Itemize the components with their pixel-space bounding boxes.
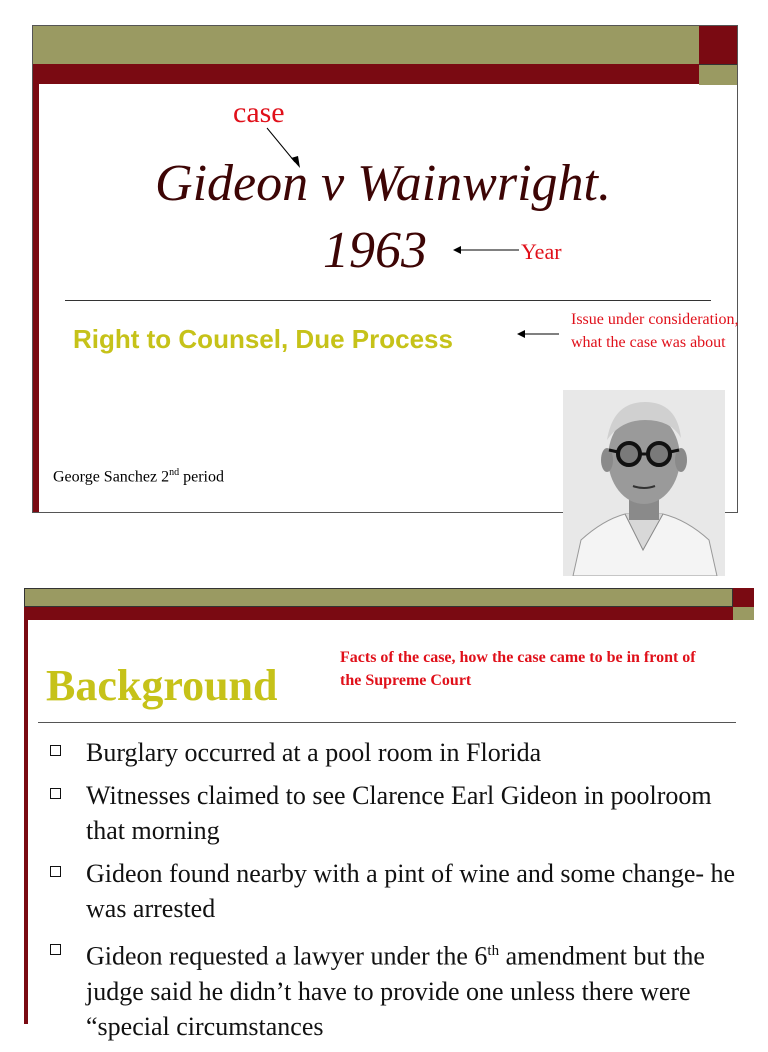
facts-annotation: Facts of the case, how the case came to be in front of the Supreme Court	[340, 649, 696, 689]
bullet-square-icon	[50, 866, 61, 877]
slide2-accent-bar	[24, 607, 733, 620]
slide2-corner-square	[733, 588, 754, 607]
issue-annotation: Issue under consideration, what the case was about	[571, 311, 739, 351]
year-annotation: Year	[521, 239, 562, 264]
slide-title: Gideon v Wainwright.	[155, 155, 611, 212]
header-corner-square	[699, 26, 737, 64]
background-bullet-list	[48, 735, 748, 1052]
case-annotation: case	[233, 96, 285, 129]
issue-arrow-icon	[517, 328, 561, 340]
header-bar	[33, 26, 700, 65]
list-item: Witnesses claimed to see Clarence Earl Gideon in poolroom that morning	[48, 778, 748, 848]
author-line: George Sanchez 2nd period	[53, 467, 224, 486]
slide2-accent-square	[733, 607, 754, 620]
case-year: 1963	[323, 222, 427, 279]
portrait-photo	[563, 390, 725, 576]
header-accent-bar	[33, 64, 699, 84]
slide2-left-accent-bar	[24, 620, 28, 1024]
header-accent-square	[699, 64, 737, 85]
bullet-square-icon	[50, 745, 61, 756]
title-divider	[65, 300, 711, 301]
left-accent-bar	[33, 84, 39, 512]
heading-divider	[38, 722, 736, 723]
issue-heading: Right to Counsel, Due Process	[73, 324, 453, 354]
background-heading: Background	[46, 661, 278, 710]
bullet-square-icon	[50, 944, 61, 955]
portrait-image	[563, 390, 725, 576]
list-item: Burglary occurred at a pool room in Florida	[48, 735, 748, 770]
slide2-header-bar	[24, 588, 733, 607]
list-item: Gideon found nearby with a pint of wine and some change- he was arrested	[48, 856, 748, 926]
bullet-square-icon	[50, 788, 61, 799]
year-arrow-icon	[453, 244, 521, 256]
list-item: Gideon requested a lawyer under the 6th amendment but the judge said he didn’t have to provide one unless there were “special circumstances	[48, 934, 748, 1044]
